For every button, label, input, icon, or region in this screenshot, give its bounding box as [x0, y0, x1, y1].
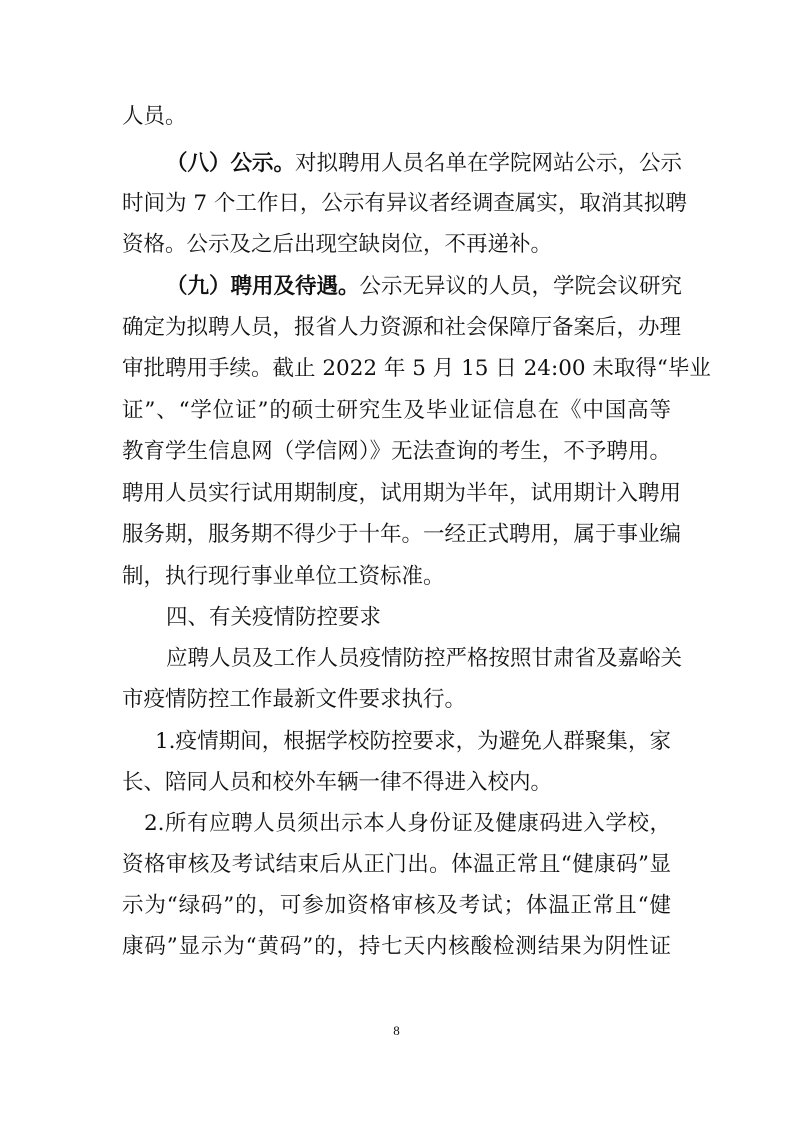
text-line	[122, 225, 753, 265]
text-line	[122, 391, 671, 431]
body-text: 示为“绿码”的，可参加资格审核及考试；体温正常且“健	[122, 893, 671, 918]
body-text: 聘用人员实行试用期制度，试用期为半年，试用期计入聘用	[122, 481, 682, 506]
body-text: 康码”显示为“黄码”的，持七天内核酸检测结果为阴性证	[122, 934, 671, 959]
text-line	[122, 184, 687, 224]
text-line	[122, 845, 671, 885]
text-line	[122, 886, 671, 926]
text-line	[166, 598, 753, 638]
text-line	[122, 308, 682, 348]
text-line	[122, 680, 753, 720]
section-heading: （九）聘用及待遇。	[166, 274, 360, 299]
body-text: 审批聘用手续。截止 2022 年 5 月 15 日 24:00 未取得“毕业	[122, 356, 711, 381]
body-text: 1.疫情期间，根据学校防控要求，为避免人群聚集，家	[155, 729, 671, 754]
body-text: 人员。	[122, 104, 187, 129]
page-number: 8	[393, 1023, 400, 1038]
text-line	[122, 432, 671, 472]
body-text: 长、陪同人员和校外车辆一律不得进入校内。	[122, 770, 553, 795]
body-text: 公示无异议的人员，学院会议研究	[359, 274, 683, 299]
body-text: 确定为拟聘人员，报省人力资源和社会保障厅备案后，办理	[122, 315, 682, 340]
text-line	[166, 144, 683, 184]
body-text: 资格。公示及之后出现空缺岗位，不再递补。	[122, 232, 553, 257]
body-text: 服务期，服务期不得少于十年。一经正式聘用，属于事业编	[122, 522, 682, 547]
text-line	[122, 515, 682, 555]
body-text: 四、有关疫情防控要求	[166, 605, 382, 630]
text-line	[155, 722, 671, 762]
text-line	[122, 474, 682, 514]
body-text: 制，执行现行事业单位工资标准。	[122, 564, 445, 589]
text-line	[122, 927, 671, 967]
body-text: 2.所有应聘人员须出示本人身份证及健康码进入学校，	[144, 811, 671, 836]
section-heading: （八）公示。	[166, 151, 296, 176]
body-text: 证”、“学位证”的硕士研究生及毕业证信息在《中国高等	[122, 398, 671, 423]
body-text: 时间为 7 个工作日，公示有异议者经调查属实，取消其拟聘	[122, 191, 687, 216]
text-line	[122, 763, 753, 803]
text-line	[166, 639, 683, 679]
body-text: 资格审核及考试结束后从正门出。体温正常且“健康码”显	[122, 852, 671, 877]
body-text: 教育学生信息网（学信网）》无法查询的考生，不予聘用。	[122, 439, 671, 464]
text-line	[122, 557, 753, 597]
text-line	[144, 804, 671, 844]
text-line	[122, 349, 711, 389]
body-text: 对拟聘用人员名单在学院网站公示，公示	[295, 151, 683, 176]
text-line	[122, 97, 753, 137]
body-text: 应聘人员及工作人员疫情防控严格按照甘肃省及嘉峪关	[166, 646, 683, 671]
body-text: 市疫情防控工作最新文件要求执行。	[122, 687, 467, 712]
text-line	[166, 267, 683, 307]
